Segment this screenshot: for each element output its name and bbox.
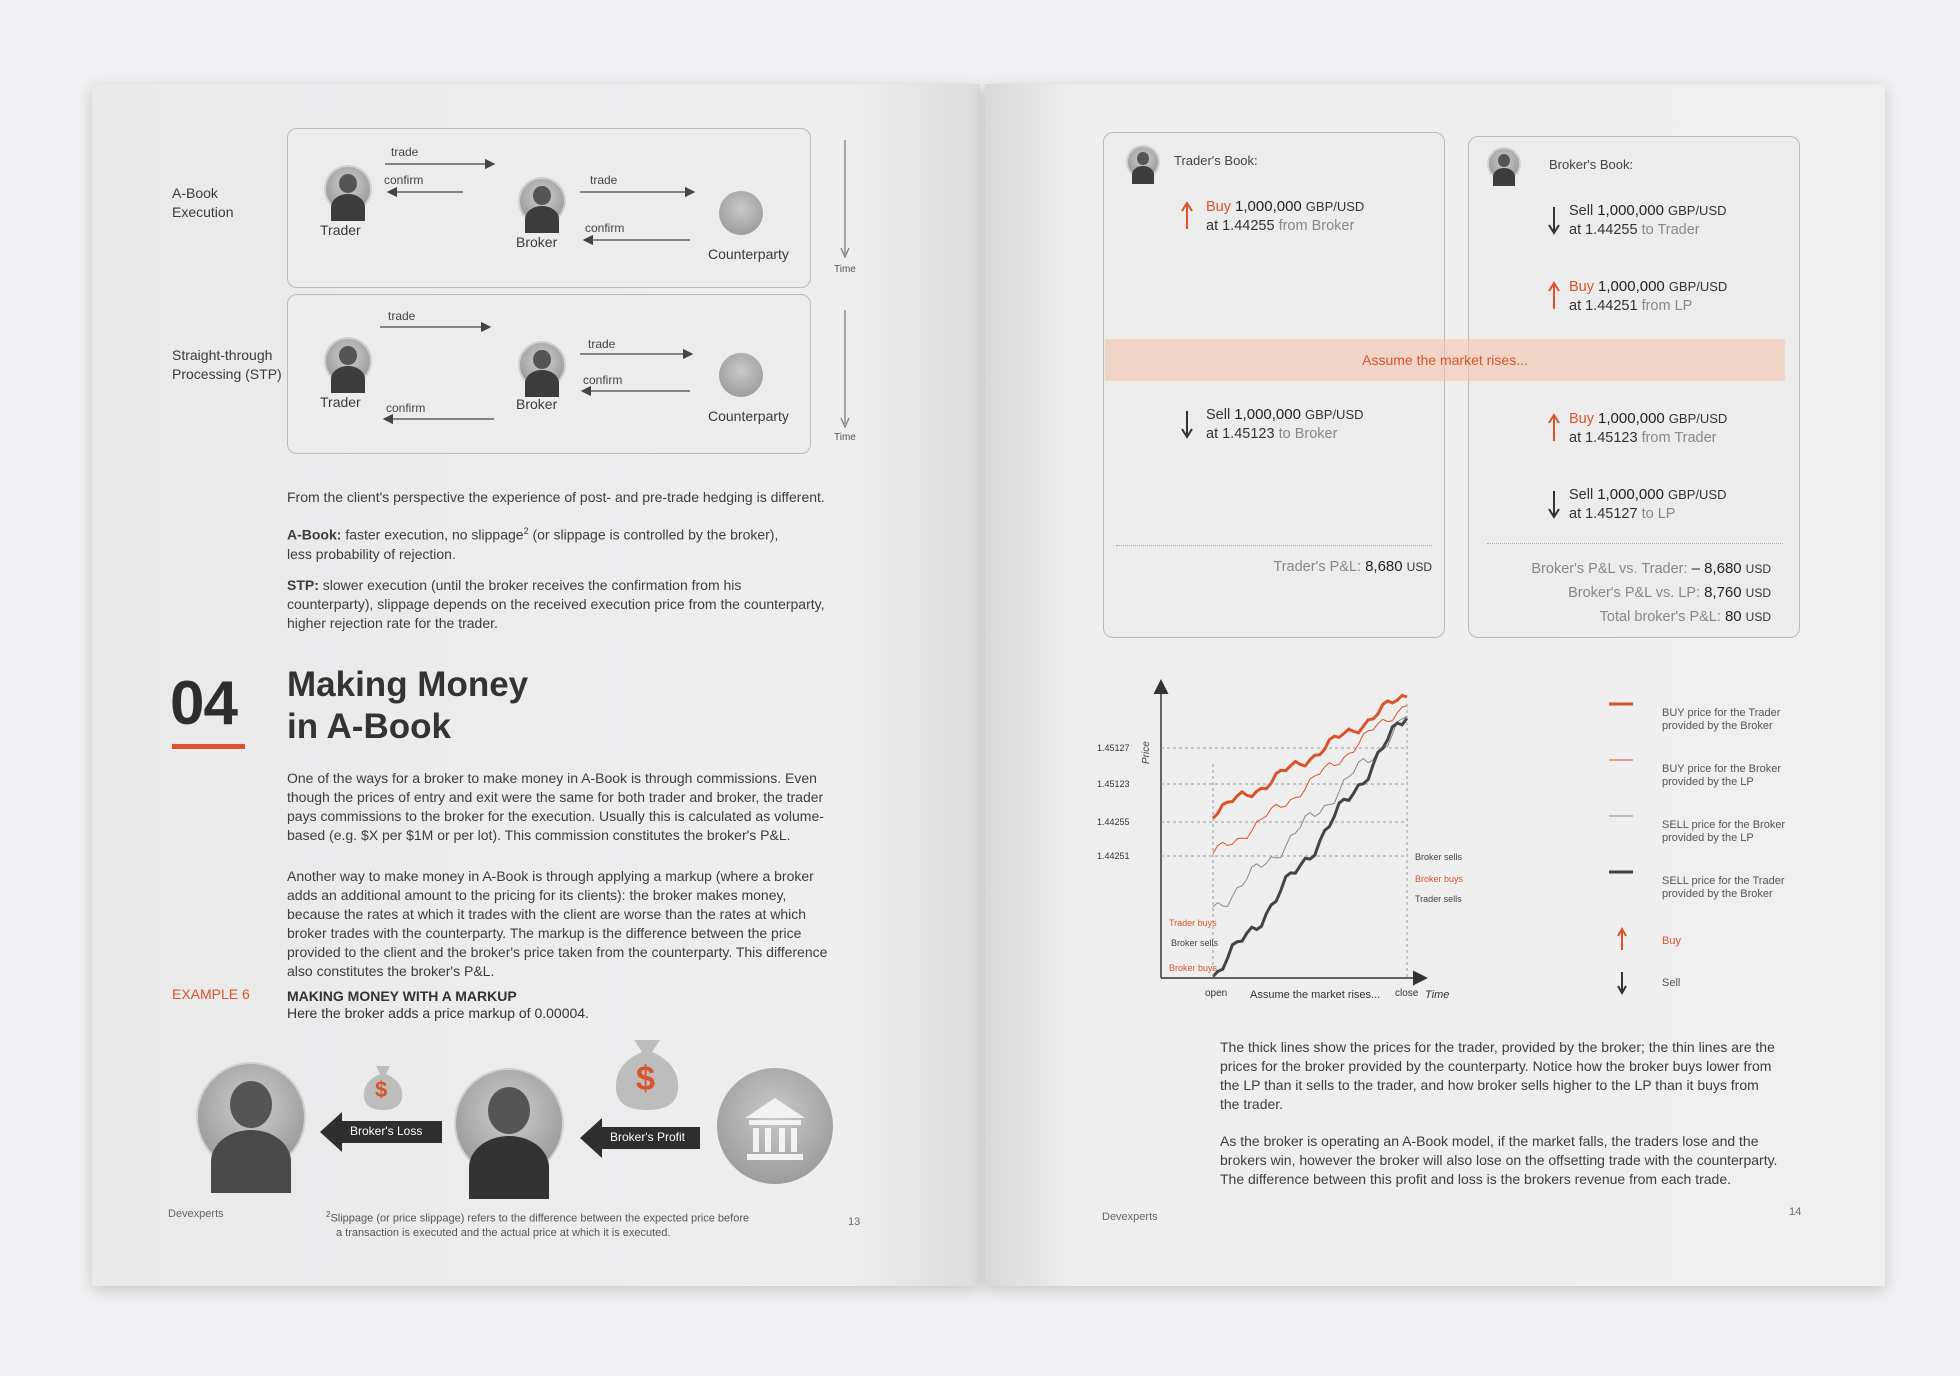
pnl3-unit: USD <box>1745 610 1771 624</box>
footer-brand: Devexperts <box>1102 1211 1158 1223</box>
buy-word: Buy <box>1206 199 1231 215</box>
legend-item-4 <box>1662 875 1785 901</box>
traders-book-title: Trader's Book: <box>1174 153 1258 168</box>
l3-dir: from Trader <box>1641 430 1717 446</box>
dollar-sign-large: $ <box>636 1060 655 1098</box>
y-tick-label-0: 1.45127 <box>1097 743 1130 753</box>
pnl1-value: – 8,680 <box>1691 560 1742 577</box>
trader-divider <box>1116 545 1432 546</box>
footnote-number: 2 <box>326 1210 331 1219</box>
confirm-label-2: confirm <box>583 373 623 387</box>
broker-line-2 <box>1569 277 1727 297</box>
l3-at: at 1.45123 <box>1569 430 1638 446</box>
trader-buy-at <box>1206 217 1354 236</box>
trader-label: Trader <box>320 222 361 238</box>
footnote-line-2: a transaction is executed and the actual price at which it is executed. <box>336 1226 671 1239</box>
sell-amount: 1,000,000 <box>1234 406 1301 423</box>
counterparty-label: Counterparty <box>708 246 789 262</box>
trade-label-2: trade <box>590 173 618 187</box>
trader-avatar-icon <box>1126 145 1160 179</box>
trade-label-1: trade <box>391 145 419 159</box>
broker-pnl-3 <box>1600 607 1771 627</box>
trader-sell-at <box>1206 425 1337 444</box>
pnl2-label: Broker's P&L vs. LP: <box>1568 585 1701 601</box>
l4-dir: to LP <box>1641 506 1676 522</box>
x-axis-label: Time <box>1425 989 1450 1001</box>
legend-buy-arrow-icon <box>1615 928 1629 952</box>
legend-sell: Sell <box>1662 977 1681 989</box>
bank-building-icon <box>717 1068 833 1184</box>
money-bag-small-icon <box>360 1058 406 1112</box>
ann-broker-buys: Broker buys <box>1169 963 1218 973</box>
y-tick-label-1: 1.45123 <box>1097 779 1130 789</box>
left-page <box>92 84 980 1286</box>
trader-pnl-value: 8,680 <box>1365 558 1403 575</box>
footnote-line-1: Slippage (or price slippage) refers to the difference between the expected price before <box>330 1212 750 1225</box>
assume-market-banner: Assume the market rises... <box>1105 339 1785 381</box>
counterparty-label: Counterparty <box>708 408 789 424</box>
ann-broker-buys-right: Broker buys <box>1415 874 1464 884</box>
example-title: MAKING MONEY WITH A MARKUP <box>287 988 517 1004</box>
stp-paragraph <box>287 576 827 633</box>
legend-2b: provided by the LP <box>1662 776 1754 788</box>
section-underline <box>172 744 245 749</box>
legend-1a: BUY price for the Trader <box>1662 707 1781 719</box>
abook-paragraph <box>287 522 807 564</box>
legend-4a: SELL price for the Trader <box>1662 875 1785 887</box>
legend-1b: provided by the Broker <box>1662 720 1773 732</box>
pnl3-value: 80 <box>1724 608 1742 625</box>
pnl3-label: Total broker's P&L: <box>1599 609 1721 625</box>
section-number: 04 <box>170 669 237 738</box>
series-sell-broker <box>1213 716 1407 907</box>
brokers-book-title: Broker's Book: <box>1549 157 1634 172</box>
pnl1-label: Broker's P&L vs. Trader: <box>1531 561 1688 577</box>
pnl1-unit: USD <box>1745 562 1771 576</box>
y-axis-label: Price <box>1141 741 1152 764</box>
footer-brand: Devexperts <box>168 1208 224 1220</box>
abook-arrows <box>288 129 808 285</box>
footnote <box>326 1208 786 1240</box>
example-label: EXAMPLE 6 <box>172 986 250 1002</box>
trader-buy-line <box>1206 197 1364 217</box>
sell-pair: GBP/USD <box>1304 407 1364 422</box>
legend-swatches <box>1607 700 1637 920</box>
sell-arrow-icon <box>1180 409 1194 439</box>
l1-dir: to Trader <box>1641 222 1700 238</box>
commission-paragraph: One of the ways for a broker to make money in A-Book is through commissions. Even though the prices of entry and exit were the same for both trader and broker, the trader pays commissions to the broker for the execution. Usually this is calculated as volume-based (e.g. $X per $1M or per lot). This commission constitutes the broker's P&L. <box>287 770 824 843</box>
sell-arrow-icon <box>1547 205 1561 235</box>
markup-paragraph: Another way to make money in A-Book is through applying a markup (where a broker adds an additional amount to the pricing for its clients): the broker makes money, because the rates at which it trades with the client are worse than the rates at which broker trades with the counterparty. The markup is the difference between the price provided to the client and the broker's price taken from the counterparty. This difference also constitutes the broker's P&L. <box>287 868 828 979</box>
buy-arrow-icon <box>1547 281 1561 311</box>
abook-model-paragraph: As the broker is operating an A-Book model, if the market falls, the traders lose and the brokers win, however the broker will also lose on the offsetting trade with the counterparty. The difference between this profit and loss is the brokers revenue from each trade. <box>1220 1133 1778 1187</box>
chart-ticks <box>1097 743 1130 861</box>
l1-word: Sell <box>1569 203 1594 219</box>
stp-label: Straight-through Processing (STP) <box>172 347 282 382</box>
broker-line-3-at <box>1569 429 1717 448</box>
l2-amount: 1,000,000 <box>1598 278 1665 295</box>
trader-pnl-label: Trader's P&L: <box>1273 559 1362 575</box>
stp-term: STP: <box>287 577 319 593</box>
trader-large-avatar-icon <box>196 1062 306 1172</box>
l2-pair: GBP/USD <box>1668 279 1728 294</box>
legend-item-1 <box>1662 707 1780 733</box>
page-number: 13 <box>848 1216 861 1228</box>
broker-divider <box>1487 543 1783 544</box>
chart-gridlines <box>1161 748 1407 856</box>
ann-trader-sells-right: Trader sells <box>1415 894 1462 904</box>
buy-from: from Broker <box>1278 218 1355 234</box>
section-title-line-2: in A-Book <box>287 707 451 746</box>
legend-4b: provided by the Broker <box>1662 888 1773 900</box>
confirm-label-2: confirm <box>585 221 625 235</box>
l4-amount: 1,000,000 <box>1597 486 1664 503</box>
legend-sell-arrow-icon <box>1615 970 1629 994</box>
price-chart <box>1095 674 1464 1004</box>
dollar-sign-small: $ <box>375 1077 388 1102</box>
abook-diagram-box <box>287 128 811 288</box>
l1-at: at 1.44255 <box>1569 222 1638 238</box>
l3-pair: GBP/USD <box>1668 411 1728 426</box>
legend-3b: provided by the LP <box>1662 832 1754 844</box>
l1-pair: GBP/USD <box>1667 203 1727 218</box>
time-label-2: Time <box>834 432 856 443</box>
l3-amount: 1,000,000 <box>1598 410 1665 427</box>
buy-arrow-icon <box>1547 413 1561 443</box>
trader-pnl <box>1273 557 1432 577</box>
l4-at: at 1.45127 <box>1569 506 1638 522</box>
l4-word: Sell <box>1569 487 1594 503</box>
y-tick-label-3: 1.44251 <box>1097 851 1130 861</box>
chart-explanation-paragraph: The thick lines show the prices for the trader, provided by the broker; the thin lines are the prices for the broker provided by the counterparty. Notice how the broker buys lower from the LP than it sells to the trader, and how broker sells higher to the LP than it buys from the trader. <box>1220 1039 1775 1112</box>
brokers-book-box <box>1468 136 1800 638</box>
brokers-profit-label: Broker's Profit <box>610 1130 685 1144</box>
time-label-1: Time <box>834 264 856 275</box>
broker-line-4 <box>1569 485 1727 505</box>
ann-broker-sells-right: Broker sells <box>1415 852 1463 862</box>
broker-label: Broker <box>516 396 558 412</box>
stp-text: slower execution (until the broker receives the confirmation from his counterparty), slippage depends on the received execution price from the counterparty, higher rejection rate for the trader. <box>287 577 825 631</box>
broker-label: Broker <box>516 234 558 250</box>
abook-term: A-Book: <box>287 526 342 543</box>
series-buy-trader <box>1213 695 1407 818</box>
traders-book-box <box>1103 132 1445 638</box>
series-buy-broker <box>1213 706 1407 854</box>
stp-arrows <box>288 295 808 451</box>
broker-line-4-at <box>1569 505 1675 524</box>
page-number: 14 <box>1789 1206 1802 1218</box>
broker-line-2-at <box>1569 297 1692 316</box>
sell-at: at 1.45123 <box>1206 426 1275 442</box>
legend-3a: SELL price for the Broker <box>1662 819 1786 831</box>
money-bag-large-icon <box>612 1030 682 1112</box>
pnl2-value: 8,760 <box>1704 584 1742 601</box>
buy-amount: 1,000,000 <box>1235 198 1302 215</box>
broker-line-1-at <box>1569 221 1700 240</box>
abook-label: A-Book Execution <box>172 185 234 220</box>
sell-word: Sell <box>1206 407 1231 423</box>
section-title-line-1: Making Money <box>287 665 529 704</box>
series-sell-trader <box>1213 718 1407 976</box>
l1-amount: 1,000,000 <box>1597 202 1664 219</box>
trade-label-2: trade <box>588 337 616 351</box>
right-page <box>985 84 1885 1286</box>
buy-pair: GBP/USD <box>1305 199 1365 214</box>
broker-large-avatar-icon <box>454 1068 564 1178</box>
time-arrow-1 <box>837 140 853 260</box>
broker-pnl-2 <box>1568 583 1771 603</box>
trader-label: Trader <box>320 394 361 410</box>
buy-at: at 1.44255 <box>1206 218 1275 234</box>
section-title <box>287 664 528 748</box>
legend-buy: Buy <box>1662 935 1681 947</box>
l2-word: Buy <box>1569 279 1594 295</box>
time-arrow-2 <box>837 310 853 430</box>
ann-broker-sells: Broker sells <box>1171 938 1219 948</box>
legend-item-2 <box>1662 763 1781 789</box>
sell-arrow-icon <box>1547 489 1561 519</box>
pnl2-unit: USD <box>1745 586 1771 600</box>
legend-item-3 <box>1662 819 1785 845</box>
broker-pnl-1 <box>1531 559 1771 579</box>
sell-to: to Broker <box>1278 426 1338 442</box>
trade-label-1: trade <box>388 309 416 323</box>
trader-sell-line <box>1206 405 1364 425</box>
abook-footnote-ref: 2 <box>523 526 529 536</box>
ann-trader-buys: Trader buys <box>1169 918 1217 928</box>
l2-dir: from LP <box>1641 298 1693 314</box>
broker-line-3 <box>1569 409 1727 429</box>
confirm-label-1: confirm <box>384 173 424 187</box>
trader-pnl-unit: USD <box>1406 560 1432 574</box>
brokers-loss-label: Broker's Loss <box>350 1124 423 1138</box>
y-tick-label-2: 1.44255 <box>1097 817 1130 827</box>
broker-line-1 <box>1569 201 1727 221</box>
x-open-label: open <box>1205 988 1228 999</box>
abook-text-b: (or slippage is controlled by the broker), less probability of rejection. <box>287 526 779 562</box>
intro-paragraph: From the client's perspective the experience of post- and pre-trade hedging is different. <box>287 489 825 505</box>
counterparty-large-bank-icon <box>717 1068 833 1184</box>
example-text: Here the broker adds a price markup of 0.00004. <box>287 1005 589 1021</box>
x-mid-label: Assume the market rises... <box>1250 989 1381 1001</box>
broker-avatar-icon <box>1487 147 1521 181</box>
stp-diagram-box <box>287 294 811 454</box>
l3-word: Buy <box>1569 411 1594 427</box>
abook-text-a: faster execution, no slippage <box>341 526 524 543</box>
legend-2a: BUY price for the Broker <box>1662 763 1782 775</box>
l4-pair: GBP/USD <box>1667 487 1727 502</box>
buy-arrow-icon <box>1180 201 1194 231</box>
l2-at: at 1.44251 <box>1569 298 1638 314</box>
x-close-label: close <box>1395 988 1419 999</box>
confirm-label-1: confirm <box>386 401 426 415</box>
